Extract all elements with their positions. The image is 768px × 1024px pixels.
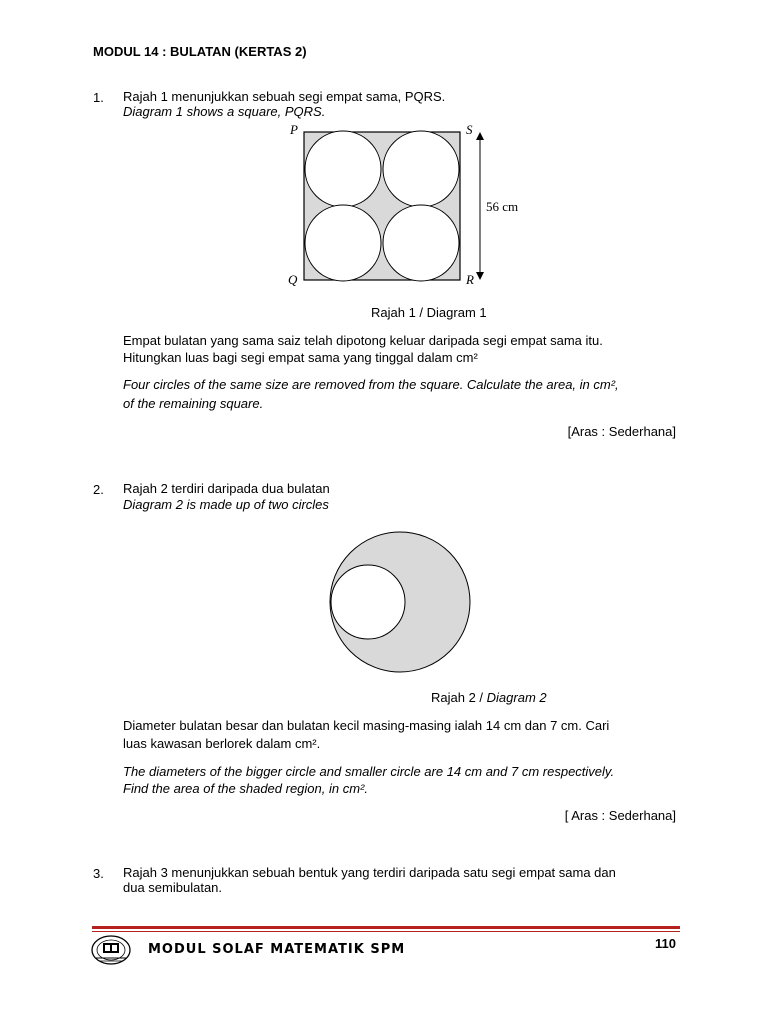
question-2-text-english-2: Find the area of the shaded region, in cm². xyxy=(123,781,368,796)
footer-rule-thin xyxy=(92,931,680,932)
question-2-text-malay-1: Diameter bulatan besar dan bulatan kecil masing-masing ialah 14 cm dan 7 cm. Cari xyxy=(123,718,610,733)
dimension-label: 56 cm xyxy=(486,199,519,214)
question-1-text-malay-2: Hitungkan luas bagi segi empat sama yang tinggal dalam cm² xyxy=(123,350,478,365)
page-number: 110 xyxy=(655,936,676,951)
circle-top-right xyxy=(383,131,459,207)
question-2-number: 2. xyxy=(93,482,104,497)
logo-emblem-icon xyxy=(90,934,132,966)
question-3-number: 3. xyxy=(93,866,104,881)
question-2-intro-malay: Rajah 2 terdiri daripada dua bulatan xyxy=(123,481,330,496)
circle-bottom-right xyxy=(383,205,459,281)
circle-bottom-left xyxy=(305,205,381,281)
footer-text: MODUL SOLAF MATEMATIK SPM xyxy=(148,942,406,957)
circle-top-left xyxy=(305,131,381,207)
footer-rule xyxy=(92,926,680,929)
question-1-number: 1. xyxy=(93,90,104,105)
diagram-2-two-circles xyxy=(320,525,480,680)
question-1-level: [Aras : Sederhana] xyxy=(567,424,676,439)
page-title: MODUL 14 : BULATAN (KERTAS 2) xyxy=(93,44,307,59)
question-1-text-english-2: of the remaining square. xyxy=(123,396,264,411)
label-p: P xyxy=(290,122,298,137)
label-r: R xyxy=(466,272,474,287)
question-2-text-english-1: The diameters of the bigger circle and smaller circle are 14 cm and 7 cm respectively. xyxy=(123,764,615,779)
dimension-arrow-top xyxy=(476,132,484,140)
question-2-text-malay-2: luas kawasan berlorek dalam cm². xyxy=(123,736,321,751)
question-3-text-2: dua semibulatan. xyxy=(123,880,223,895)
question-3-text-1: Rajah 3 menunjukkan sebuah bentuk yang terdiri daripada satu segi empat sama dan xyxy=(123,865,616,880)
question-1-text-malay-1: Empat bulatan yang sama saiz telah dipotong keluar daripada segi empat sama itu. xyxy=(123,333,603,348)
question-1-intro-malay: Rajah 1 menunjukkan sebuah segi empat sama, PQRS. xyxy=(123,89,446,104)
question-2-intro-english: Diagram 2 is made up of two circles xyxy=(123,497,329,512)
question-1-intro-english: Diagram 1 shows a square, PQRS. xyxy=(123,104,326,119)
label-q: Q xyxy=(288,272,298,287)
diagram-1-square-with-circles xyxy=(280,120,540,290)
dimension-arrow-bottom xyxy=(476,272,484,280)
label-s: S xyxy=(466,122,473,137)
diagram-2-caption: Rajah 2 / Diagram 2 xyxy=(431,690,547,705)
diagram-1-caption: Rajah 1 / Diagram 1 xyxy=(371,305,487,320)
question-2-level: [ Aras : Sederhana] xyxy=(564,808,676,823)
question-1-text-english-1: Four circles of the same size are removed from the square. Calculate the area, in cm², xyxy=(123,377,619,392)
small-circle xyxy=(331,565,405,639)
